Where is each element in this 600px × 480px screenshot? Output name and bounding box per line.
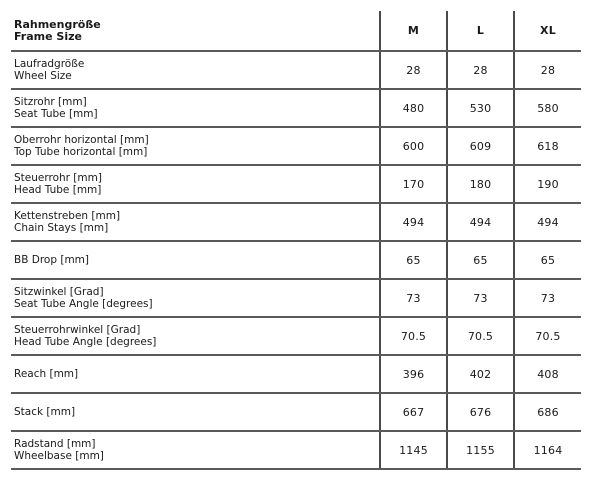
row-label-cell: [11, 241, 380, 279]
header-label-de: Rahmengröße: [14, 17, 101, 31]
value-cell-m: 480: [380, 89, 447, 127]
row-label-en: Wheelbase [mm]: [14, 450, 104, 462]
value-cell-xl: 580: [514, 89, 581, 127]
row-label-en: Chain Stays [mm]: [14, 222, 109, 234]
table-row: [11, 203, 581, 241]
header-size-xl: XL: [514, 11, 581, 51]
value-cell-xl: 686: [514, 393, 581, 431]
value-cell-xl: 73: [514, 279, 581, 317]
row-label-cell: [11, 317, 380, 355]
value-cell-m: 65: [380, 241, 447, 279]
row-label-cell: [11, 89, 380, 127]
value-cell-m: 494: [380, 203, 447, 241]
value-cell-xl: 618: [514, 127, 581, 165]
value-cell-xl: 28: [514, 51, 581, 89]
row-label-en: Wheel Size: [14, 70, 72, 82]
frame-geometry-table: [11, 11, 581, 470]
value-cell-m: 667: [380, 393, 447, 431]
row-label-en: Head Tube [mm]: [14, 184, 102, 196]
value-cell-m: 70.5: [380, 317, 447, 355]
row-label-de: Sitzwinkel [Grad]: [14, 286, 104, 298]
row-label-cell: [11, 355, 380, 393]
value-cell-xl: 70.5: [514, 317, 581, 355]
table-row: [11, 393, 581, 431]
row-label-en: Seat Tube [mm]: [14, 108, 98, 120]
header-row: [11, 11, 581, 51]
value-cell-xl: 1164: [514, 431, 581, 469]
row-label-de: Kettenstreben [mm]: [14, 210, 121, 222]
value-cell-l: 402: [447, 355, 514, 393]
row-label-cell: [11, 127, 380, 165]
table-row: [11, 431, 581, 469]
value-cell-m: 600: [380, 127, 447, 165]
row-label-de: Stack [mm]: [14, 406, 76, 418]
table-row: [11, 279, 581, 317]
value-cell-m: 73: [380, 279, 447, 317]
value-cell-l: 70.5: [447, 317, 514, 355]
value-cell-l: 28: [447, 51, 514, 89]
value-cell-l: 180: [447, 165, 514, 203]
value-cell-m: 170: [380, 165, 447, 203]
value-cell-l: 530: [447, 89, 514, 127]
table-row: [11, 165, 581, 203]
header-size-l: L: [447, 11, 514, 51]
value-cell-l: 1155: [447, 431, 514, 469]
value-cell-xl: 65: [514, 241, 581, 279]
row-label-de: Steuerrohr [mm]: [14, 172, 102, 184]
table-row: [11, 317, 581, 355]
row-label-de: Reach [mm]: [14, 368, 79, 380]
row-label-de: Steuerrohrwinkel [Grad]: [14, 324, 141, 336]
value-cell-xl: 190: [514, 165, 581, 203]
row-label-en: Top Tube horizontal [mm]: [14, 146, 148, 158]
value-cell-xl: 494: [514, 203, 581, 241]
value-cell-m: 396: [380, 355, 447, 393]
value-cell-l: 65: [447, 241, 514, 279]
row-label-de: Radstand [mm]: [14, 438, 96, 450]
row-label-cell: [11, 203, 380, 241]
value-cell-m: 28: [380, 51, 447, 89]
row-label-cell: [11, 51, 380, 89]
value-cell-l: 609: [447, 127, 514, 165]
header-label-cell: [11, 11, 380, 51]
row-label-cell: [11, 279, 380, 317]
value-cell-xl: 408: [514, 355, 581, 393]
header-label-en: Frame Size: [14, 29, 82, 43]
row-label-cell: [11, 431, 380, 469]
table-row: [11, 51, 581, 89]
table-row: [11, 89, 581, 127]
value-cell-l: 676: [447, 393, 514, 431]
geometry-table-container: [11, 11, 581, 470]
row-label-de: BB Drop [mm]: [14, 254, 89, 266]
header-size-m: M: [380, 11, 447, 51]
row-label-cell: [11, 393, 380, 431]
row-label-de: Sitzrohr [mm]: [14, 96, 87, 108]
row-label-en: Seat Tube Angle [degrees]: [14, 298, 153, 310]
row-label-en: Head Tube Angle [degrees]: [14, 336, 157, 348]
row-label-cell: [11, 165, 380, 203]
table-row: [11, 241, 581, 279]
row-label-de: Laufradgröße: [14, 58, 85, 70]
value-cell-m: 1145: [380, 431, 447, 469]
table-row: [11, 355, 581, 393]
row-label-de: Oberrohr horizontal [mm]: [14, 134, 149, 146]
value-cell-l: 494: [447, 203, 514, 241]
value-cell-l: 73: [447, 279, 514, 317]
table-row: [11, 127, 581, 165]
